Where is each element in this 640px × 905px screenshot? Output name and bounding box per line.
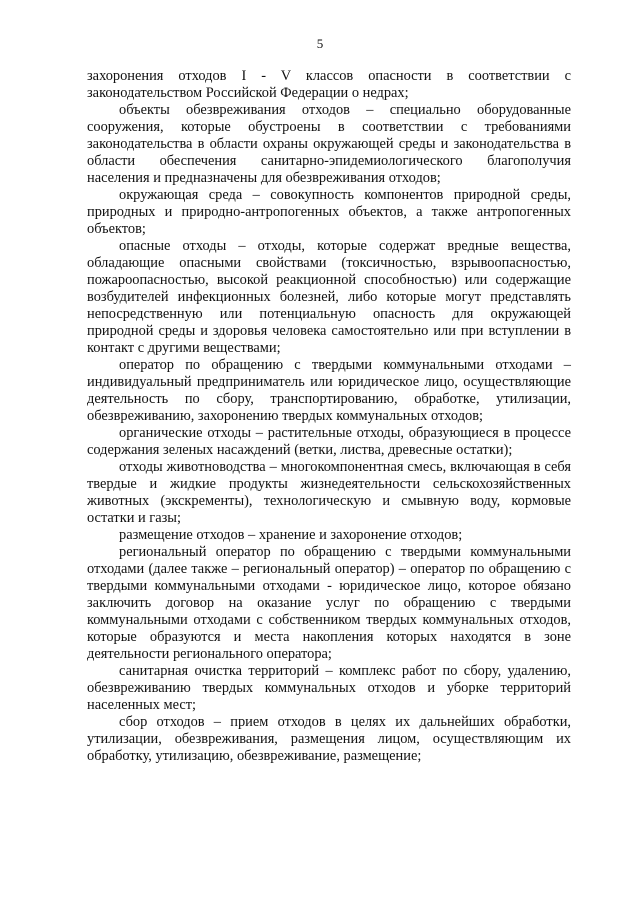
page-number: 5 xyxy=(316,36,324,51)
paragraph-continuation: захоронения отходов I - V классов опасности в соответствии с законодательством Российской Федерации о недрах; xyxy=(87,68,571,101)
paragraph-regional-operator: региональный оператор по обращению с твердыми коммунальными отходами (далее также – региональный оператор) – оператор по обращению с твердыми коммунальными отходами - юридическое лицо, которое обязано заключить договор на оказание услуг по обращению с твердыми коммунальными отходами с собственником твердых коммунальных отходов, которые образуются и места накопления которых находятся в зоне деятельности регионального оператора; xyxy=(87,544,571,662)
paragraph-waste-placement: размещение отходов – хранение и захоронение отходов; xyxy=(119,527,463,543)
paragraph-waste-operator: оператор по обращению с твердыми коммунальными отходами – индивидуальный предприниматель или юридическое лицо, осуществляющие деятельность по сбору, транспортированию, обработке, утилизации, обезвреживанию, захоронению твердых коммунальных отходов; xyxy=(87,357,571,424)
paragraph-sanitary-cleaning: санитарная очистка территорий – комплекс работ по сбору, удалению, обезвреживанию твердых коммунальных отходов и уборке территорий населенных мест; xyxy=(87,663,571,713)
paragraph-hazardous-waste: опасные отходы – отходы, которые содержат вредные вещества, обладающие опасными свойствами (токсичностью, взрывоопасностью, пожароопасностью, высокой реакционной способностью) или содержащие возбудителей инфекционных болезней, либо которые могут представлять непосредственную или потенциальную опасность для окружающей природной среды и здоровья человека самостоятельно или при вступлении в контакт с другими веществами; xyxy=(87,238,571,356)
paragraph-environment: окружающая среда – совокупность компонентов природной среды, природных и природно-антропогенных объектов, а также антропогенных объектов; xyxy=(87,187,571,237)
paragraph-livestock-waste: отходы животноводства – многокомпонентная смесь, включающая в себя твердые и жидкие продукты жизнедеятельности сельскохозяйственных животных (экскременты), технологическую и смывную воду, кормовые остатки и газы; xyxy=(87,459,571,526)
paragraph-waste-collection: сбор отходов – прием отходов в целях их дальнейших обработки, утилизации, обезвреживания, размещения лицом, осуществляющим их обработку, утилизацию, обезвреживание, размещение; xyxy=(87,714,571,764)
paragraph-treatment-facilities: объекты обезвреживания отходов – специально оборудованные сооружения, которые обустроены в соответствии с требованиями законодательства в области охраны окружающей среды и законодательства в области обеспечения санитарно-эпидемиологического благополучия населения и предназначены для обезвреживания отходов; xyxy=(87,102,571,186)
document-body xyxy=(87,68,571,765)
paragraph-organic-waste: органические отходы – растительные отходы, образующиеся в процессе содержания зеленых насаждений (ветки, листва, древесные остатки); xyxy=(87,425,571,458)
